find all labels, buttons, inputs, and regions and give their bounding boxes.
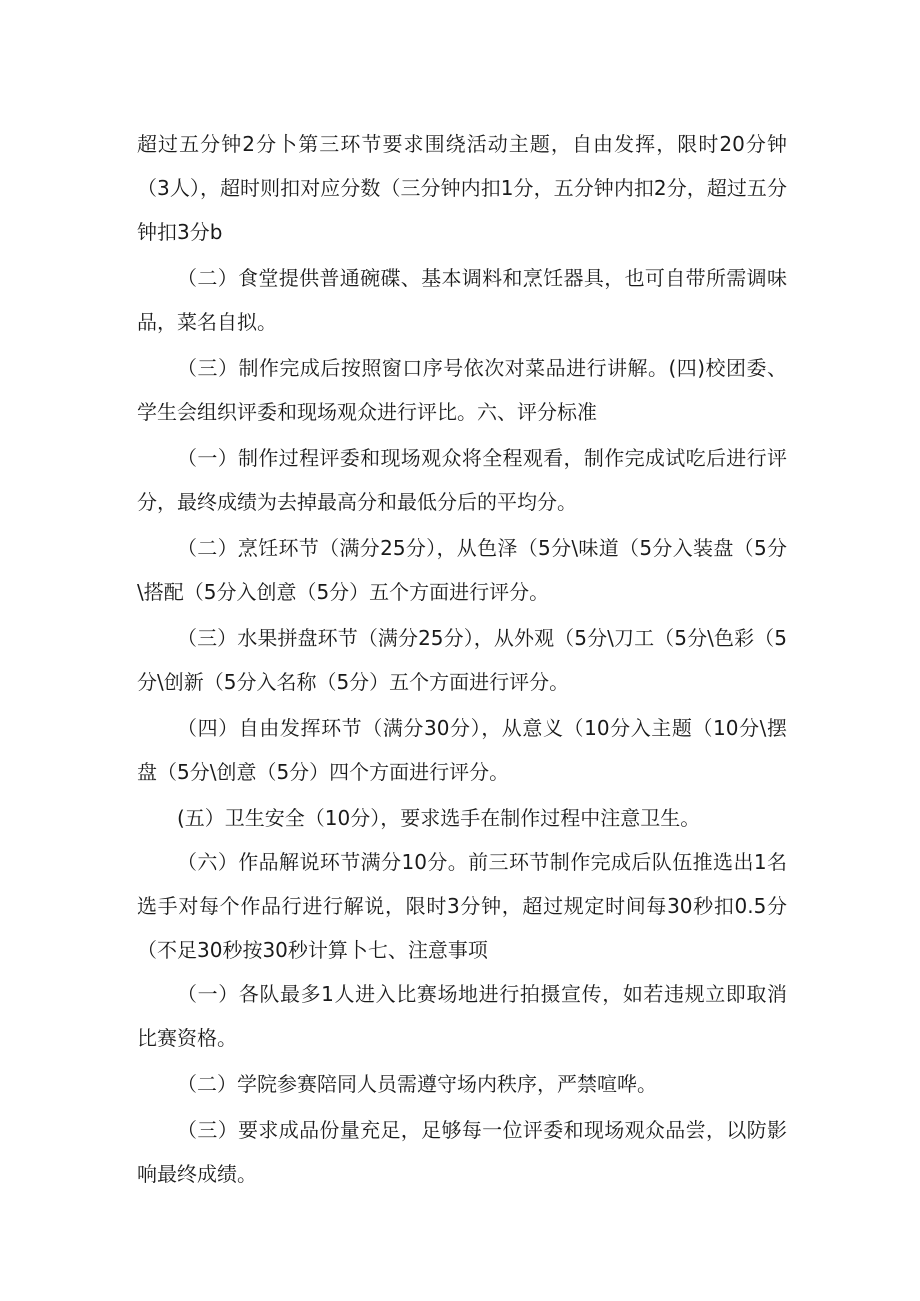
paragraph-hygiene-safety: (五）卫生安全（10分），要求选手在制作过程中注意卫生。 [177, 806, 701, 830]
paragraph-order-rule: （二）学院参赛陪同人员需遵守场内秩序，严禁喧哗。 [177, 1072, 657, 1096]
paragraph-work-explanation: （六）作品解说环节满分10分。前三环节制作完成后队伍推选出1名选手对每个作品行进行解说，限时3分钟，超过规定时间每30秒扣0.5分（不足30秒按30秒计算卜七、注意事项 [137, 850, 787, 962]
paragraph-scoring-process: （一）制作过程评委和现场观众将全程观看，制作完成试吃后进行评分，最终成绩为去掉最高分和最低分后的平均分。 [137, 446, 787, 514]
paragraph-fruit-platter-scoring: （三）水果拼盘环节（满分25分），从外观（5分\刀工（5分\色彩（5分\创新（5分入名称（5分）五个方面进行评分。 [137, 626, 787, 694]
paragraph-portion-rule: （三）要求成品份量充足，足够每一位评委和现场观众品尝，以防影响最终成绩。 [137, 1118, 787, 1186]
paragraph-canteen-supplies: （二）食堂提供普通碗碟、基本调料和烹饪器具，也可自带所需调味品，菜名自拟。 [137, 266, 787, 334]
paragraph-cooking-scoring: （二）烹饪环节（满分25分），从色泽（5分\味道（5分入装盘（5分\搭配（5分入创意（5分）五个方面进行评分。 [137, 536, 787, 604]
paragraph-continuation: 超过五分钟2分卜第三环节要求围绕活动主题，自由发挥，限时20分钟（3人），超时则扣对应分数（三分钟内扣1分，五分钟内扣2分，超过五分钟扣3分b [137, 132, 787, 244]
document-body [137, 122, 787, 1196]
paragraph-free-play-scoring: （四）自由发挥环节（满分30分），从意义（10分入主题（10分\摆盘（5分\创意（5分）四个方面进行评分。 [137, 716, 787, 784]
paragraph-presentation-order: （三）制作完成后按照窗口序号依次对菜品进行讲解。(四)校团委、学生会组织评委和现场观众进行评比。六、评分标准 [137, 356, 787, 424]
paragraph-photography-rule: （一）各队最多1人进入比赛场地进行拍摄宣传，如若违规立即取消比赛资格。 [137, 982, 787, 1050]
